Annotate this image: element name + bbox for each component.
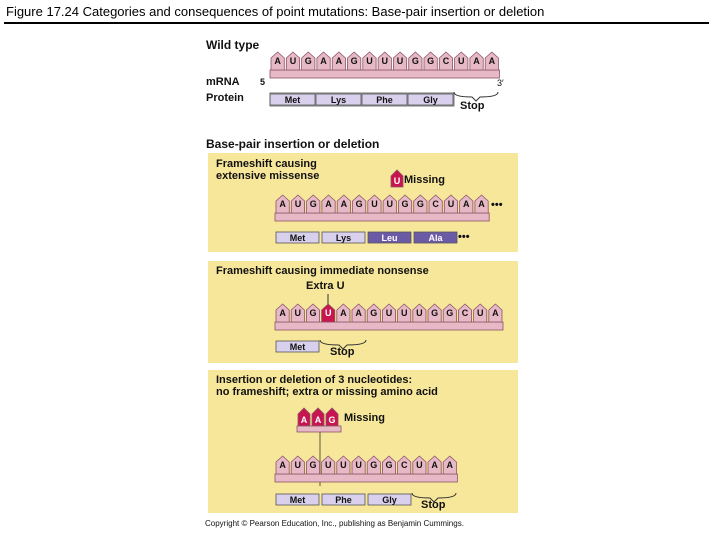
panel1-base-label-12: A: [463, 199, 470, 209]
panel1-protein-label-2: Leu: [381, 233, 398, 243]
wild-type-base-label-6: U: [366, 56, 373, 66]
panel1-title-line2: extensive missense: [216, 170, 320, 182]
wild-type-base-label-2: G: [304, 56, 312, 66]
wild-type-base-label-10: G: [427, 56, 435, 66]
wild-type-protein-label-3: Gly: [423, 95, 438, 105]
panel1-base-label-2: G: [309, 199, 317, 209]
panel1-base-label-7: U: [386, 199, 393, 209]
panel2-base-label-2: G: [309, 308, 317, 318]
panel2-backbone: [275, 322, 503, 330]
panel1-base-label-0: A: [279, 199, 286, 209]
panel3-base-label-10: A: [431, 460, 438, 470]
wild-type-base-label-5: G: [350, 56, 358, 66]
panel2-base-label-14: A: [492, 308, 499, 318]
panel2-base-label-5: A: [355, 308, 362, 318]
wild-type-base-label-4: A: [335, 56, 343, 66]
panel3-stop-bracket: [412, 493, 456, 502]
panel2-base-label-0: A: [279, 308, 286, 318]
panel3-missing-base-label-2: G: [328, 415, 336, 425]
panel2-protein-label-0: Met: [289, 342, 306, 352]
panel3-missing-label: Missing: [344, 412, 385, 424]
panel1-base-label-4: A: [340, 199, 348, 209]
panel1-backbone: [275, 213, 489, 221]
panel3-title-line1: Insertion or deletion of 3 nucleotides:: [216, 374, 413, 386]
panel2-base-label-3: U: [324, 308, 332, 318]
wild-type-stop-label: Stop: [460, 100, 485, 112]
wild-type-heading: Wild type: [206, 38, 260, 52]
panel2-title: Frameshift causing immediate nonsense: [216, 265, 429, 277]
panel3-base-label-11: A: [446, 460, 454, 470]
panel2-base-label-12: C: [461, 308, 469, 318]
panel1-base-label-5: G: [355, 199, 363, 209]
mrna-label: mRNA: [206, 76, 240, 88]
panel1-protein-label-1: Lys: [335, 233, 352, 243]
panel1-base-label-1: U: [294, 199, 302, 209]
five-prime-label: 5: [260, 77, 266, 87]
panel1-ellipsis-strand: •••: [491, 199, 503, 211]
wild-type-base-label-11: C: [442, 56, 450, 66]
panel1-base-label-10: C: [432, 199, 439, 209]
panel2-base-label-11: G: [446, 308, 454, 318]
wild-type-protein-label-1: Lys: [330, 95, 347, 105]
three-prime-label: 3′: [497, 78, 504, 88]
panel3-base-label-1: U: [294, 460, 302, 470]
wild-type-base-label-13: A: [473, 56, 480, 66]
panel1-base-label-3: A: [325, 199, 332, 209]
panel1-missing-label: Missing: [404, 174, 445, 186]
wild-type-stop-bracket: [454, 92, 498, 101]
panel1-base-label-13: A: [478, 199, 485, 209]
panel3-base-label-5: U: [355, 460, 362, 470]
panel1-protein-label-3: Ala: [428, 233, 443, 243]
panel3-base-label-2: G: [309, 460, 317, 470]
wild-type-base-label-14: A: [488, 56, 496, 66]
panel2-base-label-6: G: [370, 308, 378, 318]
panel3-base-label-0: A: [279, 460, 286, 470]
panel1-ellipsis-protein: •••: [458, 231, 470, 243]
wild-type-protein-label-0: Met: [284, 95, 301, 105]
panel3-base-label-9: U: [416, 460, 423, 470]
panel3-protein-label-0: Met: [289, 495, 306, 505]
panel1-base-label-11: U: [447, 199, 455, 209]
panel3-missing-base-label-0: A: [300, 415, 308, 425]
panel3-backbone: [275, 474, 457, 482]
panel3-protein-label-1: Phe: [335, 495, 352, 505]
panel3-title-line2: no frameshift; extra or missing amino acid: [216, 386, 438, 398]
panel2-extra-label: Extra U: [306, 280, 345, 292]
wild-type-base-label-0: A: [274, 56, 281, 66]
wild-type-protein-label-2: Phe: [376, 95, 393, 105]
panel1-missing-base-label: U: [393, 176, 401, 186]
panel2-base-label-1: U: [294, 308, 302, 318]
wild-type-backbone: [270, 70, 500, 78]
panel2-base-label-4: A: [340, 308, 347, 318]
panel2-base-label-9: U: [416, 308, 423, 318]
panel1-protein-label-0: Met: [289, 233, 306, 243]
wild-type-base-label-8: U: [396, 56, 404, 66]
panel3-stop-label: Stop: [421, 499, 446, 511]
panel1-base-label-9: G: [416, 199, 424, 209]
wild-type-base-label-3: A: [320, 56, 327, 66]
wild-type-base-label-9: G: [411, 56, 419, 66]
panel3-base-label-3: U: [324, 460, 332, 470]
panel3-base-label-4: U: [340, 460, 347, 470]
copyright-notice: Copyright © Pearson Education, Inc., publishing as Benjamin Cummings.: [205, 519, 464, 528]
panel2-base-label-8: U: [400, 308, 408, 318]
wild-type-base-label-1: U: [289, 56, 297, 66]
panel3-base-label-8: C: [400, 460, 408, 470]
panel2-base-label-13: U: [476, 308, 484, 318]
panel3-base-label-7: G: [385, 460, 393, 470]
wild-type-base-label-7: U: [381, 56, 388, 66]
wild-type-base-label-12: U: [458, 56, 465, 66]
protein-label: Protein: [206, 92, 244, 104]
panel1-base-label-8: G: [401, 199, 409, 209]
figure-title: Figure 17.24 Categories and consequences of point mutations: Base-pair insertion or deletion: [6, 4, 545, 19]
section-heading: Base-pair insertion or deletion: [206, 137, 380, 151]
panel1-base-label-6: U: [371, 199, 378, 209]
panel3-base-label-6: G: [370, 460, 378, 470]
panel3-protein-label-2: Gly: [382, 495, 397, 505]
panel1-title-line1: Frameshift causing: [216, 158, 317, 170]
panel2-base-label-10: G: [431, 308, 439, 318]
panel3-missing-base-label-1: A: [314, 415, 322, 425]
panel2-base-label-7: U: [385, 308, 393, 318]
panel2-stop-bracket: [320, 340, 366, 349]
panel2-stop-label: Stop: [330, 346, 355, 358]
panel3-missing-backbone: [297, 426, 341, 432]
